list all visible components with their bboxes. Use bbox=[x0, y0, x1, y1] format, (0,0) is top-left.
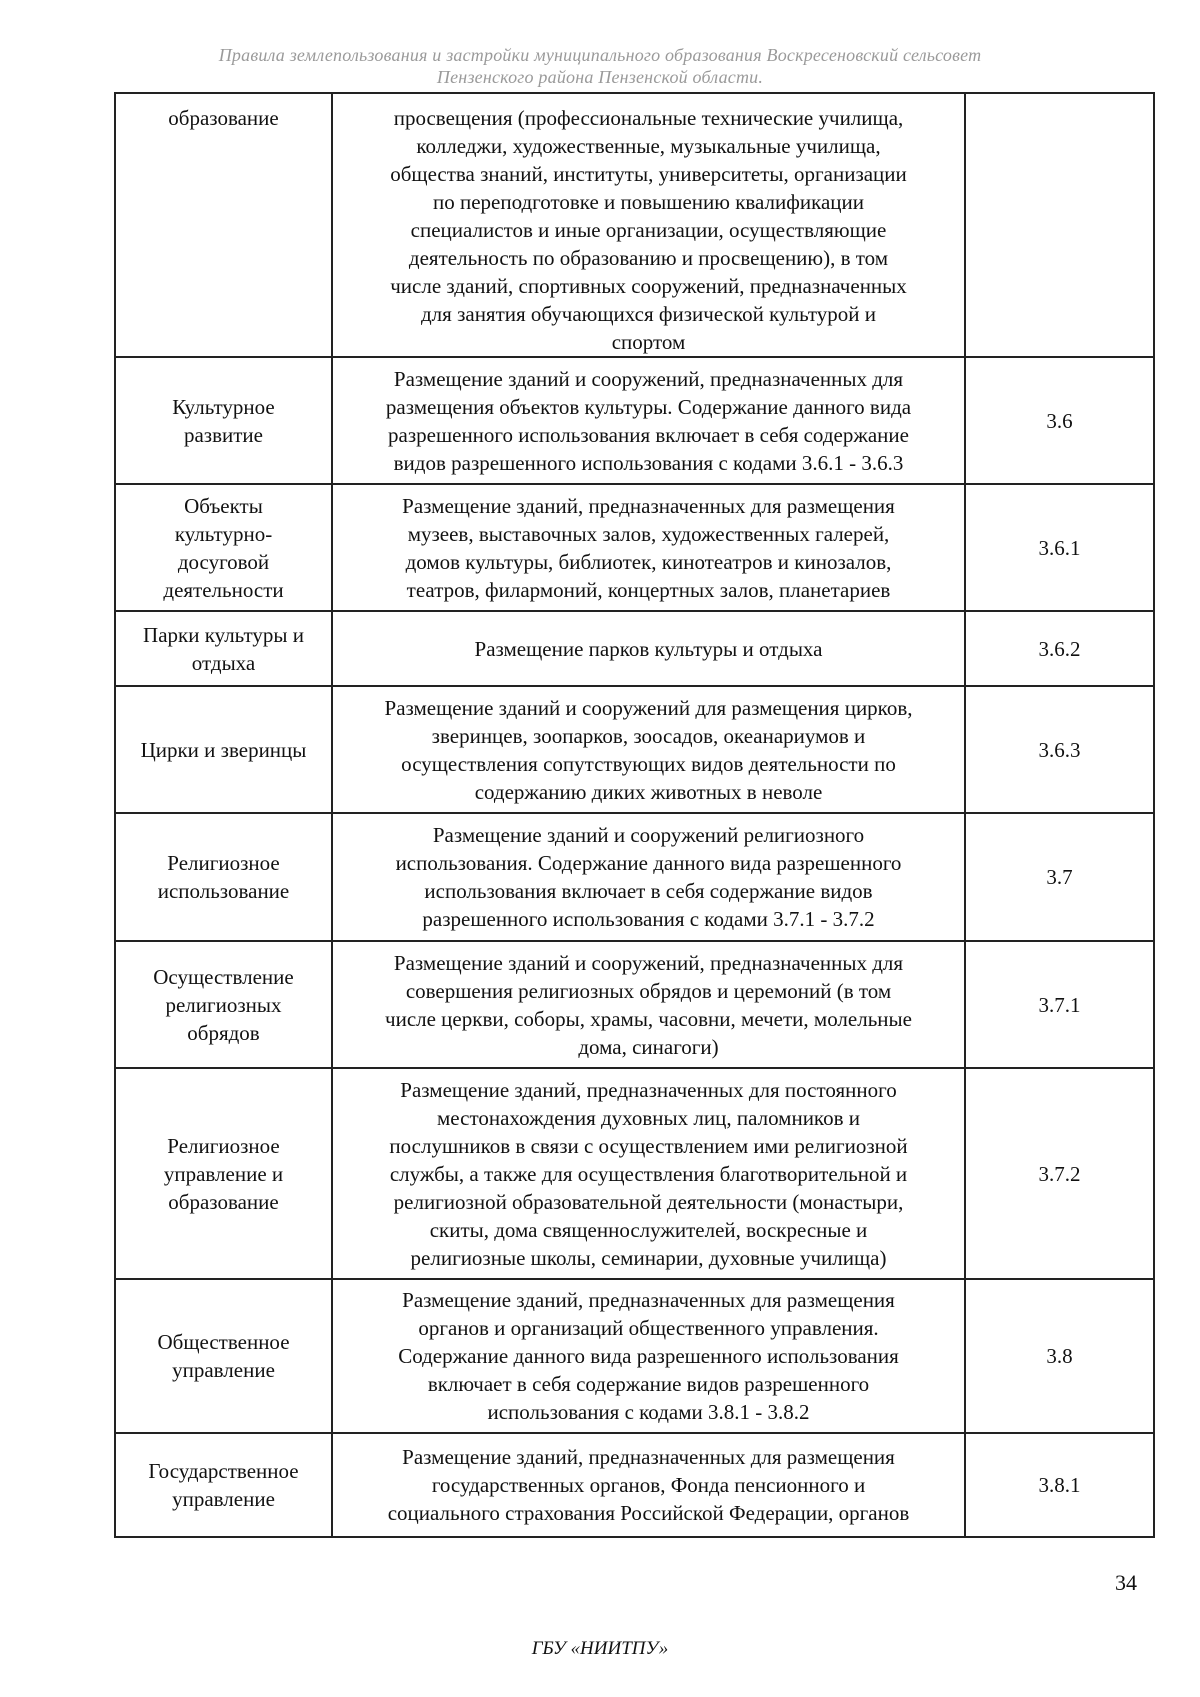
table-row bbox=[115, 611, 1154, 686]
use-description: Размещение парков культуры и отдыха bbox=[474, 636, 823, 661]
use-code: 3.6 bbox=[1046, 408, 1073, 433]
use-description-cell bbox=[332, 941, 965, 1068]
use-code-cell bbox=[965, 813, 1154, 941]
use-description: Размещение зданий и сооружений для размещения цирков, зверинцев, зоопарков, зоосадов, океанариумов и осуществления сопутствующих видов деятельности по содержанию диких животных в неволе bbox=[384, 695, 913, 804]
use-type-name-cell bbox=[115, 611, 332, 686]
use-code-cell bbox=[965, 1433, 1154, 1537]
use-type-name: Парки культуры и отдыха bbox=[143, 622, 304, 675]
use-type-name-cell bbox=[115, 484, 332, 611]
use-type-name-cell bbox=[115, 1068, 332, 1279]
table-row bbox=[115, 1068, 1154, 1279]
use-type-name: Культурное развитие bbox=[172, 394, 275, 447]
use-description-cell bbox=[332, 484, 965, 611]
table-row bbox=[115, 93, 1154, 357]
table-row bbox=[115, 1279, 1154, 1433]
use-code: 3.6.3 bbox=[1038, 737, 1081, 762]
use-type-name-cell bbox=[115, 1433, 332, 1537]
use-code: 3.7.1 bbox=[1038, 992, 1081, 1017]
use-type-name: Объекты культурно- досуговой деятельности bbox=[163, 493, 284, 602]
use-type-name-cell bbox=[115, 1279, 332, 1433]
use-type-name: Цирки и зверинцы bbox=[140, 737, 307, 762]
use-description: Размещение зданий, предназначенных для размещения музеев, выставочных залов, художественных галерей, домов культуры, библиотек, кинотеатров и кинозалов, театров, филармоний, концертных залов, планетариев bbox=[402, 493, 895, 602]
use-type-name-cell bbox=[115, 357, 332, 484]
use-type-name: Религиозное управление и образование bbox=[163, 1133, 284, 1214]
running-header-line-1: Правила землепользования и застройки муниципального образования Воскресеновский сельсовет bbox=[218, 45, 982, 65]
use-type-name: Религиозное использование bbox=[157, 851, 290, 903]
use-code: 3.7.2 bbox=[1038, 1161, 1081, 1186]
use-code-cell bbox=[965, 93, 1154, 357]
use-type-name: образование bbox=[168, 106, 279, 130]
use-description: Размещение зданий и сооружений религиозного использования. Содержание данного вида разрешенного использования включает в себя содержание видов разрешенного использования с кодами 3.7.1 - 3.7.2 bbox=[395, 823, 902, 931]
use-description-cell bbox=[332, 1279, 965, 1433]
use-type-name: Осуществление религиозных обрядов bbox=[153, 964, 294, 1045]
page-number: 34 bbox=[1115, 1570, 1137, 1595]
land-use-table bbox=[114, 92, 1155, 1538]
footer-organization: ГБУ «НИИТПУ» bbox=[531, 1638, 669, 1659]
use-description: Размещение зданий, предназначенных для размещения органов и организаций общественного управления. Содержание данного вида разрешенного использования включает в себя содержание видов разрешенного использования с кодами 3.8.1 - 3.8.2 bbox=[398, 1288, 899, 1424]
use-code-cell bbox=[965, 484, 1154, 611]
table-row bbox=[115, 1433, 1154, 1537]
use-description: просвещения (профессиональные технические училища, колледжи, художественные, музыкальные училища, общества знаний, институты, университеты, организации по переподготовке и повышению квалификации специалистов и иные организации, осуществляющие деятельность по образованию и просвещению), в том числе зданий, спортивных сооружений, предназначенных для занятия обучающихся физической культурой и спортом bbox=[390, 106, 907, 354]
use-code-cell bbox=[965, 1279, 1154, 1433]
use-code: 3.8 bbox=[1046, 1344, 1073, 1368]
use-code: 3.6.2 bbox=[1038, 636, 1081, 661]
table-row bbox=[115, 357, 1154, 484]
use-code-cell bbox=[965, 686, 1154, 813]
use-code: 3.8.1 bbox=[1038, 1473, 1081, 1497]
running-header bbox=[150, 44, 1050, 88]
use-description-cell bbox=[332, 686, 965, 813]
running-header-line-2: Пензенского района Пензенской области. bbox=[436, 67, 764, 87]
use-description-cell bbox=[332, 611, 965, 686]
use-code: 3.6.1 bbox=[1038, 535, 1081, 560]
use-type-name-cell bbox=[115, 93, 332, 357]
use-description-cell bbox=[332, 357, 965, 484]
use-code-cell bbox=[965, 1068, 1154, 1279]
use-description: Размещение зданий, предназначенных для постоянного местонахождения духовных лиц, паломников и послушников в связи с осуществлением ими религиозной службы, а также для осуществления благотворительной и религиозной образовательной деятельности (монастыри, скиты, дома священнослужителей, воскресные и религиозные школы, семинарии, духовные училища) bbox=[389, 1077, 908, 1270]
table-row bbox=[115, 484, 1154, 611]
use-code: 3.7 bbox=[1046, 865, 1073, 889]
use-code-cell bbox=[965, 941, 1154, 1068]
table-row bbox=[115, 813, 1154, 941]
use-description-cell bbox=[332, 813, 965, 941]
use-description-cell bbox=[332, 1068, 965, 1279]
table-row bbox=[115, 941, 1154, 1068]
use-description: Размещение зданий, предназначенных для размещения государственных органов, Фонда пенсионного и социального страхования Российской Федерации, органов bbox=[387, 1445, 910, 1525]
use-code-cell bbox=[965, 357, 1154, 484]
table-row bbox=[115, 686, 1154, 813]
use-description-cell bbox=[332, 93, 965, 357]
use-description-cell bbox=[332, 1433, 965, 1537]
use-type-name: Государственное управление bbox=[148, 1459, 299, 1511]
use-description: Размещение зданий и сооружений, предназначенных для размещения объектов культуры. Содержание данного вида разрешенного использования включает в себя содержание видов разрешенного использования с кодами 3.6.1 - 3.6.3 bbox=[385, 366, 912, 475]
use-type-name-cell bbox=[115, 686, 332, 813]
use-type-name-cell bbox=[115, 813, 332, 941]
use-type-name: Общественное управление bbox=[157, 1330, 290, 1382]
use-type-name-cell bbox=[115, 941, 332, 1068]
use-description: Размещение зданий и сооружений, предназначенных для совершения религиозных обрядов и церемоний (в том числе церкви, соборы, храмы, часовни, мечети, молельные дома, синагоги) bbox=[385, 950, 912, 1059]
use-code-cell bbox=[965, 611, 1154, 686]
